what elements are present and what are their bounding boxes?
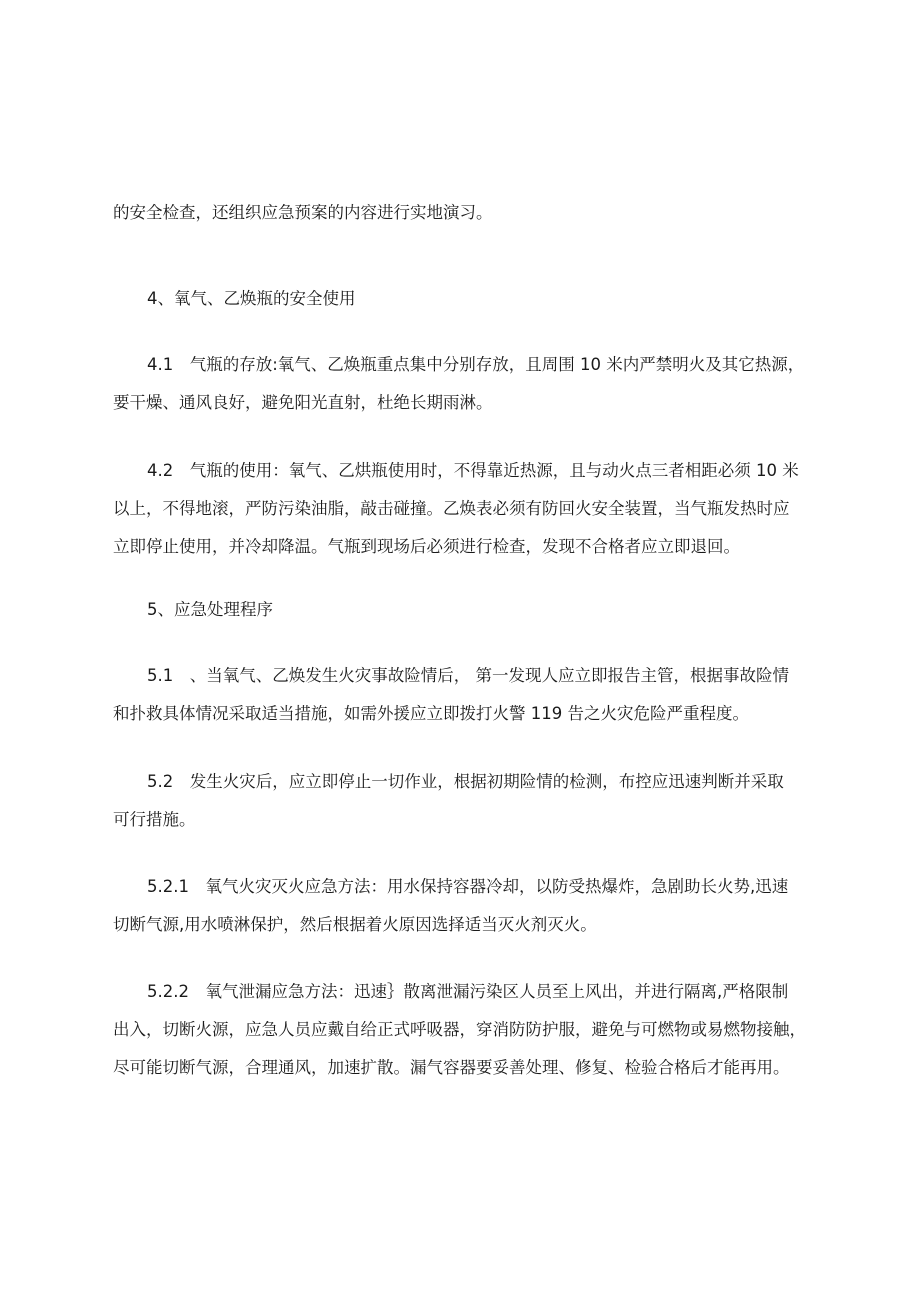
text-line: 以上，不得地滚，严防污染油脂，敲击碰撞。乙焕表必须有防回火安全装置，当气瓶发热时应 [113,499,790,518]
paragraph-5-1 [113,657,825,733]
section-5-heading [113,591,859,629]
paragraph-4-2 [113,452,825,566]
text-line: 5.2.1 氧气火灾灭火应急方法：用水保持容器冷却，以防受热爆炸，急剧助长火势,迅速 [147,877,789,896]
paragraph-5-2-2 [113,973,825,1087]
text-line: 要干燥、通风良好，避免阳光直射，杜绝长期雨淋。 [113,393,493,412]
heading-text: 4、氧气、乙焕瓶的安全使用 [147,289,356,308]
text-line: 的安全检查，还组织应急预案的内容进行实地演习。 [113,203,493,222]
section-4-heading [113,280,859,318]
text-line: 出入，切断火源，应急人员应戴自给正式呼吸器，穿消防防护服，避免与可燃物或易燃物接触， [113,1020,806,1039]
text-line: 5.2.2 氧气泄漏应急方法：迅速｝散离泄漏污染区人员至上风出，并进行隔离,严格限制 [147,982,789,1001]
text-line: 和扑救具体情况采取适当措施，如需外援应立即拨打火警 119 告之火灾危险严重程度。 [113,704,749,723]
text-line: 可行措施。 [113,810,196,829]
text-line: 立即停止使用，并冷却降温。气瓶到现场后必须进行检查，发现不合格者应立即退回。 [113,537,740,556]
paragraph-4-1 [113,346,825,422]
text-line: 4.1 气瓶的存放:氧气、乙焕瓶重点集中分别存放，且周围 10 米内严禁明火及其它热源， [147,355,805,374]
continuation-paragraph [113,194,825,232]
text-line: 5.1 、当氧气、乙焕发生火灾事故险情后， 第一发现人应立即报告主管，根据事故险情 [147,666,789,685]
text-line: 尽可能切断气源，合理通风，加速扩散。漏气容器要妥善处理、修复、检验合格后才能再用。 [113,1058,790,1077]
paragraph-5-2-1 [113,868,825,944]
paragraph-5-2 [113,763,825,839]
text-line: 5.2 发生火灾后，应立即停止一切作业，根据初期险情的检测，布控应迅速判断并采取 [147,772,784,791]
text-line: 4.2 气瓶的使用：氧气、乙烘瓶使用时，不得靠近热源，且与动火点三者相距必须 10 米 [147,461,799,480]
heading-text: 5、应急处理程序 [147,600,273,619]
text-line: 切断气源,用水喷淋保护，然后根据着火原因选择适当灭火剂灭火。 [113,915,597,934]
